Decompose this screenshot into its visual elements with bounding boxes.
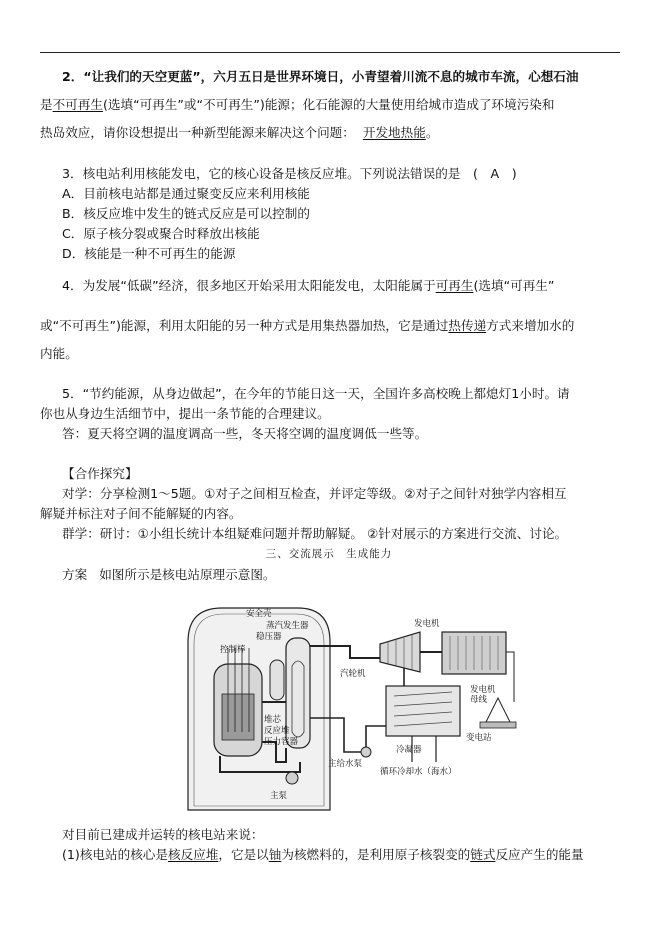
q2-answer-1: 不可再生 (52, 97, 103, 112)
q4-line3: 内能。 (40, 346, 78, 361)
label-generator: 发电机 (414, 619, 440, 629)
q4-line1: 4．为发展“低碳”经济，很多地区开始采用太阳能发电，太阳能属于可再生(选填“可再生” (62, 278, 555, 293)
q3-option-b: B．核反应堆中发生的链式反应是可以控制的 (62, 206, 310, 221)
substation-tower (486, 698, 510, 722)
condenser (386, 686, 460, 736)
label-reactor: 反应堆 (264, 726, 290, 736)
bottom-answer-1: 核反应堆 (168, 847, 219, 862)
main-pump (286, 772, 298, 784)
q5-line2: 你也从身边生活细节中，提出一条节能的合理建议。 (40, 406, 330, 421)
label-feed-pump: 主给水泵 (328, 759, 363, 769)
label-condenser: 冷凝器 (396, 745, 422, 755)
bottom-intro: 对目前已建成并运转的核电站来说： (62, 827, 264, 842)
turbine (380, 632, 420, 672)
label-control-rod: 控制棒 (220, 645, 246, 655)
label-turbine: 汽轮机 (340, 669, 366, 679)
q3-option-a: A．目前核电站都是通过聚变反应来利用核能 (62, 186, 310, 201)
label-core: 堆芯 (264, 715, 282, 725)
label-shell: 安全壳 (246, 609, 272, 619)
label-pressurizer: 稳压器 (256, 632, 282, 642)
label-gen-bus-2: 母线 (470, 695, 488, 705)
q2-line3: 热岛效应，请你设想提出一种新型能源来解决这个问题： 开发地热能。 (40, 125, 439, 140)
q5-line1: 5．“节约能源，从身边做起”，在今年的节能日这一天，全国许多高校晚上都熄灯1小时。请 (62, 386, 570, 401)
steam-generator (286, 638, 310, 748)
label-gen-bus-1: 发电机 (470, 685, 496, 695)
top-rule (40, 52, 620, 53)
label-pressure-vessel: 压力容器 (264, 737, 299, 747)
label-steam-generator: 蒸汽发生器 (266, 621, 309, 631)
section-title: 三、交流展示 生成能力 (265, 548, 393, 560)
q2-answer-2: 开发地热能 (362, 125, 426, 140)
q4-line2: 或“不可再生”)能源，利用太阳能的另一种方式是用集热器加热，它是通过热传递方式来增加水的 (40, 318, 575, 333)
q5-answer: 答：夏天将空调的温度调高一些，冬天将空调的温度调低一些等。 (62, 426, 428, 441)
q4-answer-1: 可再生 (435, 278, 474, 293)
nuclear-plant-diagram (180, 602, 520, 812)
coop-line2: 解疑并标注对子间不能解疑的内容。 (40, 506, 242, 521)
coop-line1: 对学：分享检测1～5题。①对子之间相互检查，并评定等级。②对子之间针对独学内容相互 (62, 486, 567, 501)
label-substation: 变电站 (466, 733, 492, 743)
bottom-answer-3: 链式 (470, 847, 496, 862)
q3-option-c: C．原子核分裂或聚合时释放出核能 (62, 226, 260, 241)
coop-line3: 群学：研讨：①小组长统计本组疑难问题并帮助解疑。 ②针对展示的方案进行交流、讨论。 (62, 526, 568, 541)
label-cooling-water: 循环冷却水（海水） (380, 767, 457, 777)
pressurizer (270, 660, 284, 700)
q4-answer-2: 热传递 (448, 318, 487, 333)
q2-line2: 是不可再生(选填“可再生”或“不可再生”)能源；化石能源的大量使用给城市造成了环境污染和 (40, 97, 555, 112)
bottom-answer-2: 铀 (268, 847, 282, 862)
bottom-item1: (1)核电站的核心是核反应堆，它是以铀为核燃料的，是利用原子核裂变的链式反应产生的能量 (62, 847, 584, 862)
q3-option-d: D．核能是一种不可再生的能源 (62, 246, 236, 261)
q3-stem: 3．核电站利用核能发电，它的核心设备是核反应堆。下列说法错误的是 ( A ) (62, 166, 517, 181)
coop-heading: 【合作探究】 (62, 466, 138, 481)
plan-line: 方案 如图所示是核电站原理示意图。 (62, 567, 276, 582)
q2-line1: 2．“让我们的天空更蓝”，六月五日是世界环境日，小青望着川流不息的城市车流，心想石油 (62, 69, 579, 84)
feed-pump (361, 747, 371, 757)
label-main-pump: 主泵 (270, 791, 288, 801)
